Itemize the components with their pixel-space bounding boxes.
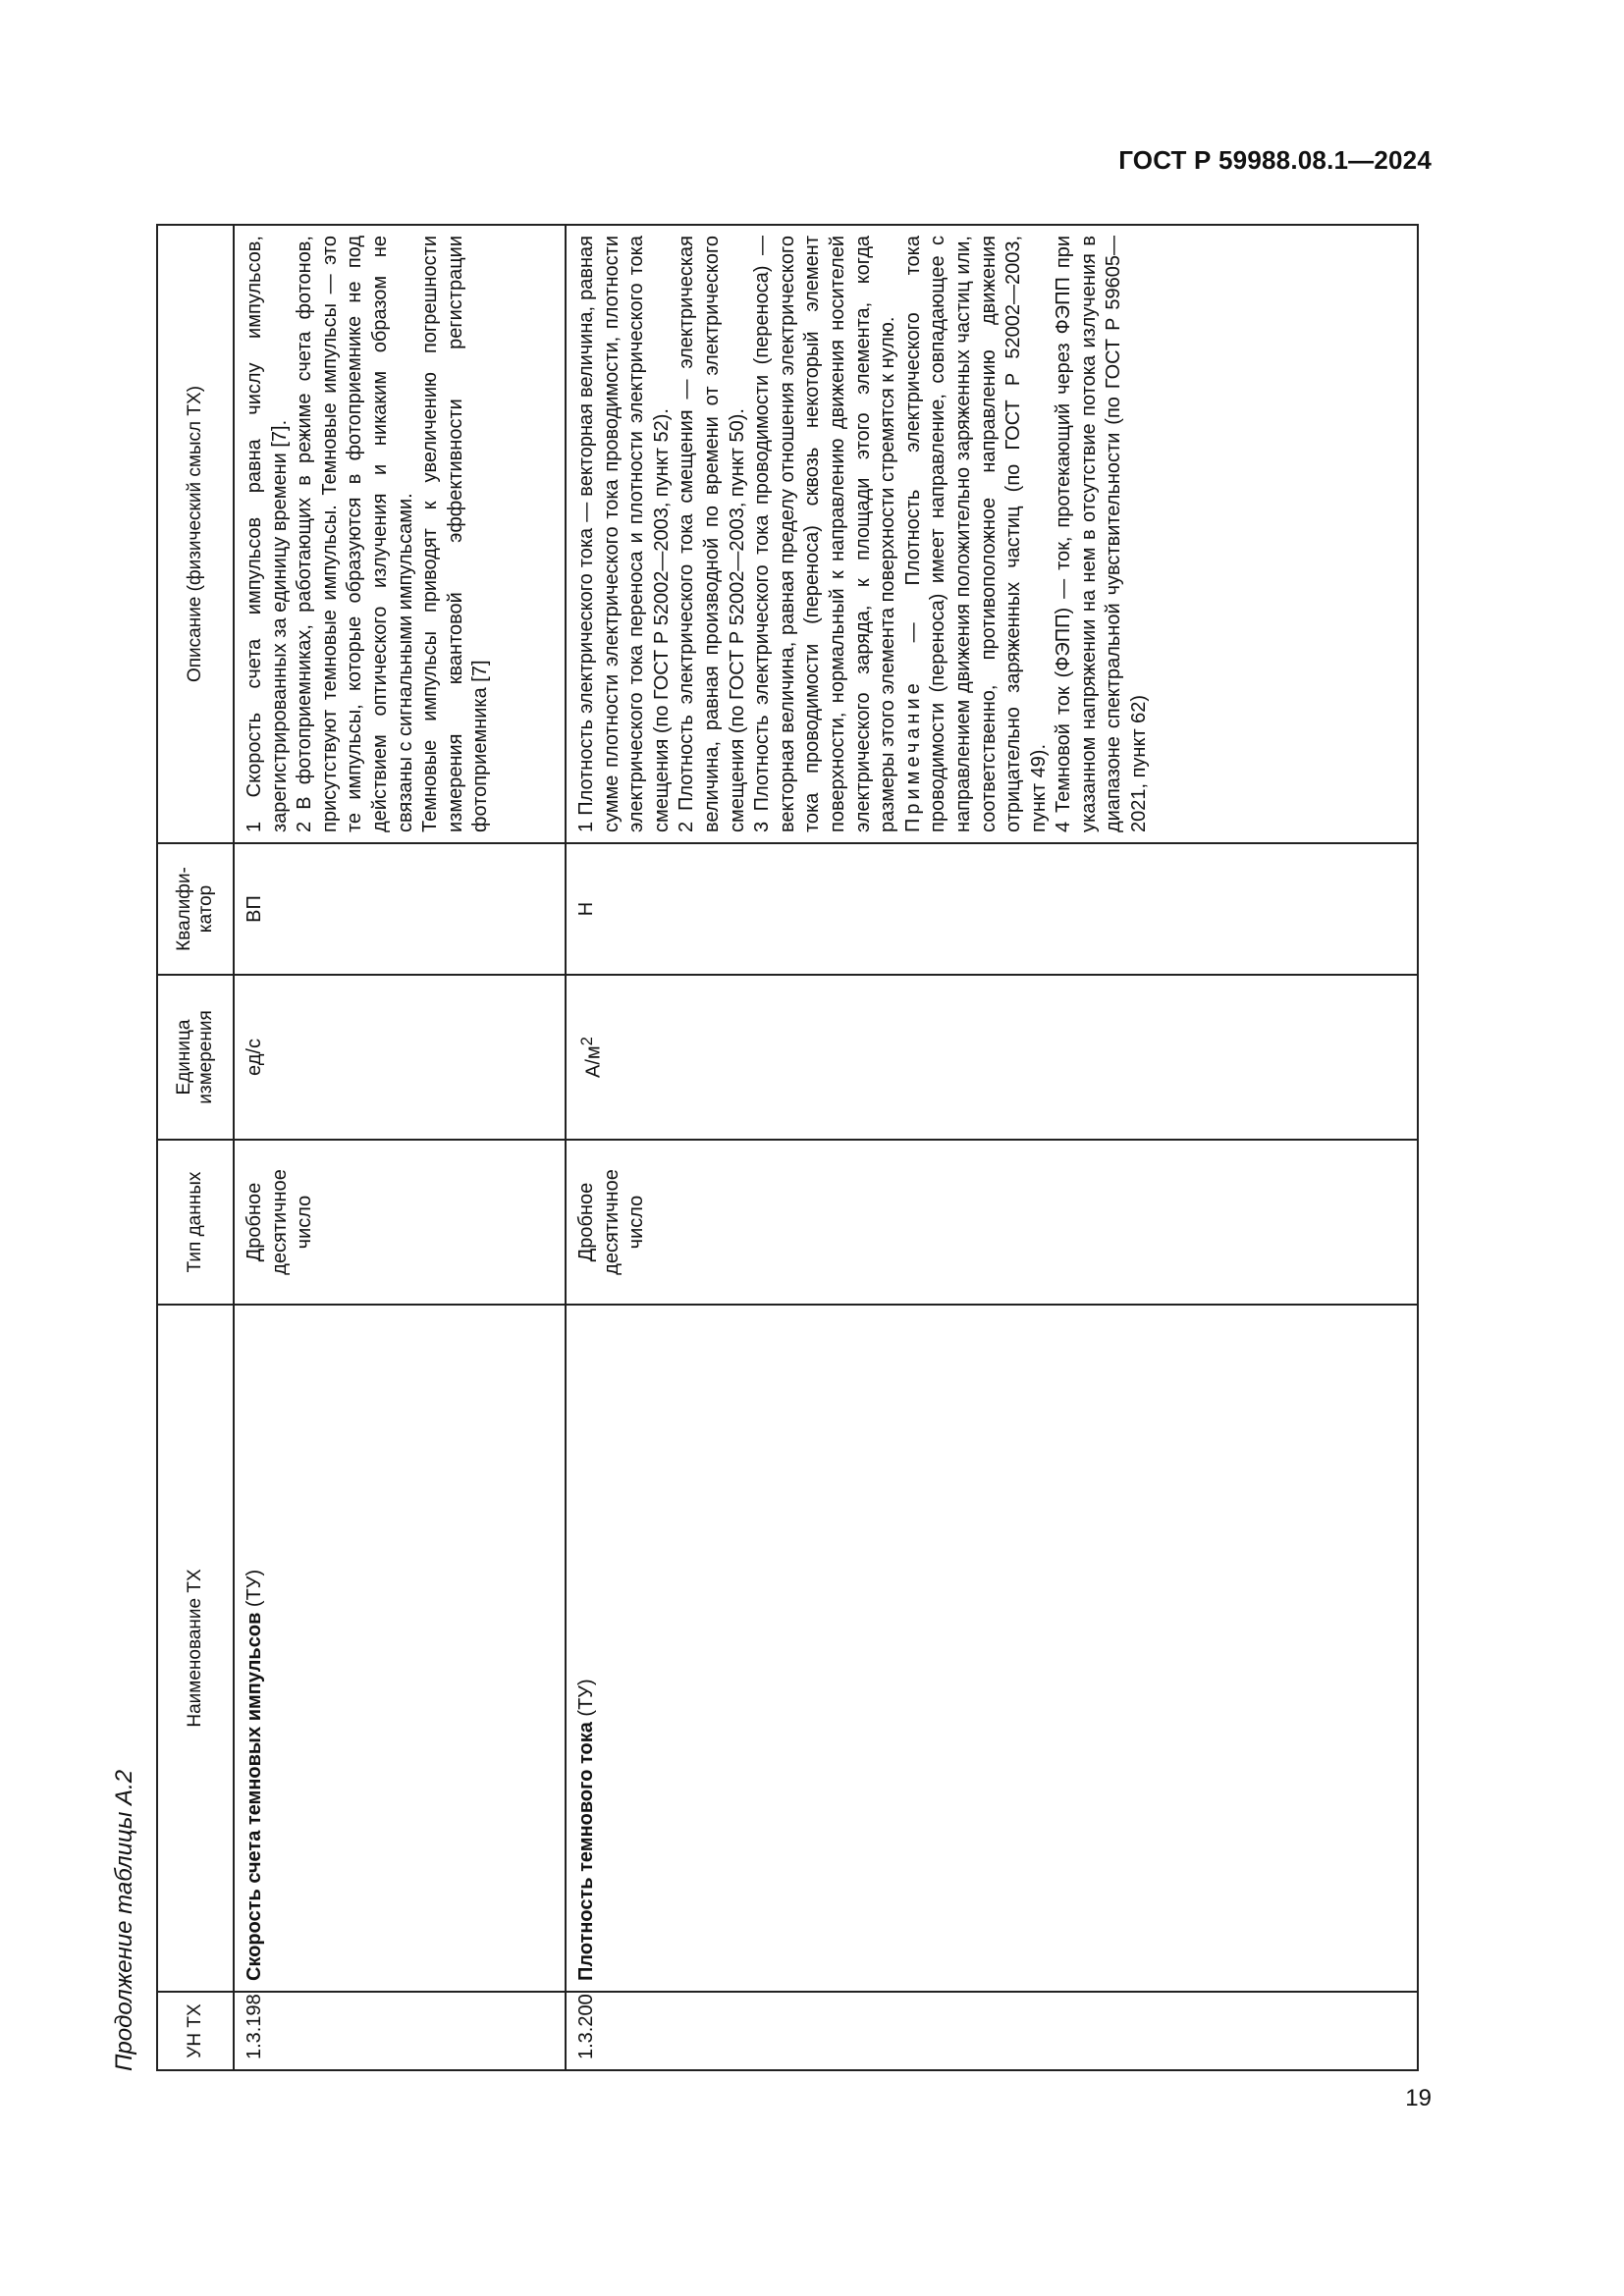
characteristic-name: Скорость счета темновых импульсов [244,1612,265,1981]
cell-name [234,1305,566,1992]
col-header-description: Описание (физический смысл ТХ) [157,225,234,843]
cell-code: 1.3.200 [566,1992,1418,2070]
characteristic-name: Плотность темнового тока [575,1722,597,1981]
description-paragraph: 1 Плотность электрического тока — векторная величина, равная сумме плотности электрического тока проводимости, плотности электрического тока переноса и плотности электрического тока смещения (по ГОСТ Р 52002—2003, пункт 52). [575,236,673,832]
note-text: — Плотность электрического тока проводимости (переноса) имеет направление, совпадающее с направлением движения положительно заряженных частиц или, соответственно, противоположное направлению движения отрицательно заряженных частиц (по ГОСТ Р 52002—2003, пункт 49). [901,236,1050,832]
cell-qualifier: Н [566,843,1418,975]
col-header-code: УН ТХ [157,1992,234,2070]
rotated-table-frame [103,226,1399,2071]
description-paragraph: Темновые импульсы приводят к увеличению погрешности измерения квантовой эффективности регистрации фотоприемника [7] [419,236,492,832]
description-paragraph: 2 В фотоприемниках, работающих в режиме счета фотонов, присутствуют темновые импульсы. Темновые импульсы — это те импульсы, которые образуются в фотоприемнике не под действием оптического излучения и никаким образом не связаны с сигнальными импульсами. [294,236,416,832]
col-header-unit: Единица измерения [157,975,234,1140]
cell-name [566,1305,1418,1992]
cell-code: 1.3.198 [234,1992,566,2070]
characteristic-suffix: (ТУ) [575,1679,597,1723]
cell-data-type: Дробное десятичное число [566,1140,1418,1305]
description-paragraph: 4 Темновой ток (ФЭПП) — ток, протекающий через ФЭПП при указанном напряжении на нем в отсутствие потока излучения в диапазоне спектральной чувствительности (по ГОСТ Р 59605—2021, пункт 62) [1053,236,1151,832]
description-paragraph: 3 Плотность электрического тока проводимости (переноса) — векторная величина, равная пределу отношения электрического тока проводимости (переноса) сквозь некоторый элемент поверхности, нормальный к направлению движения носителей электрического заряда, к площади этого элемента, когда размеры этого элемента поверхности стремятся к нулю. [751,236,899,832]
table-row [234,225,566,2070]
table-header-row [157,225,234,2070]
col-header-name: Наименование ТХ [157,1305,234,1992]
unit-exponent: 2 [577,1037,596,1046]
characteristic-suffix: (ТУ) [244,1569,265,1613]
cell-description [566,225,1418,843]
table-caption: Продолжение таблицы А.2 [111,1769,137,2071]
description-paragraph: 1 Скорость счета импульсов равна числу импульсов, зарегистрированных за единицу времени [7]. [244,236,291,832]
characteristics-table [156,224,1419,2071]
cell-unit: ед/с [234,975,566,1140]
description-note [901,236,1053,832]
note-label: Примечание [901,679,924,832]
col-header-type: Тип данных [157,1140,234,1305]
document-code: ГОСТ Р 59988.08.1—2024 [1118,145,1432,175]
description-paragraph: 2 Плотность электрического тока смещения — электрическая величина, равная производной по времени от электрического смещения (по ГОСТ Р 52002—2003, пункт 50). [676,236,748,832]
col-header-qualifier: Квалифи-катор [157,843,234,975]
unit-base: А/м [582,1045,605,1078]
cell-description [234,225,566,843]
cell-unit [566,975,1418,1140]
page-number: 19 [1405,2085,1432,2111]
cell-data-type: Дробное десятичное число [234,1140,566,1305]
table-row [566,225,1418,2070]
cell-qualifier: ВП [234,843,566,975]
